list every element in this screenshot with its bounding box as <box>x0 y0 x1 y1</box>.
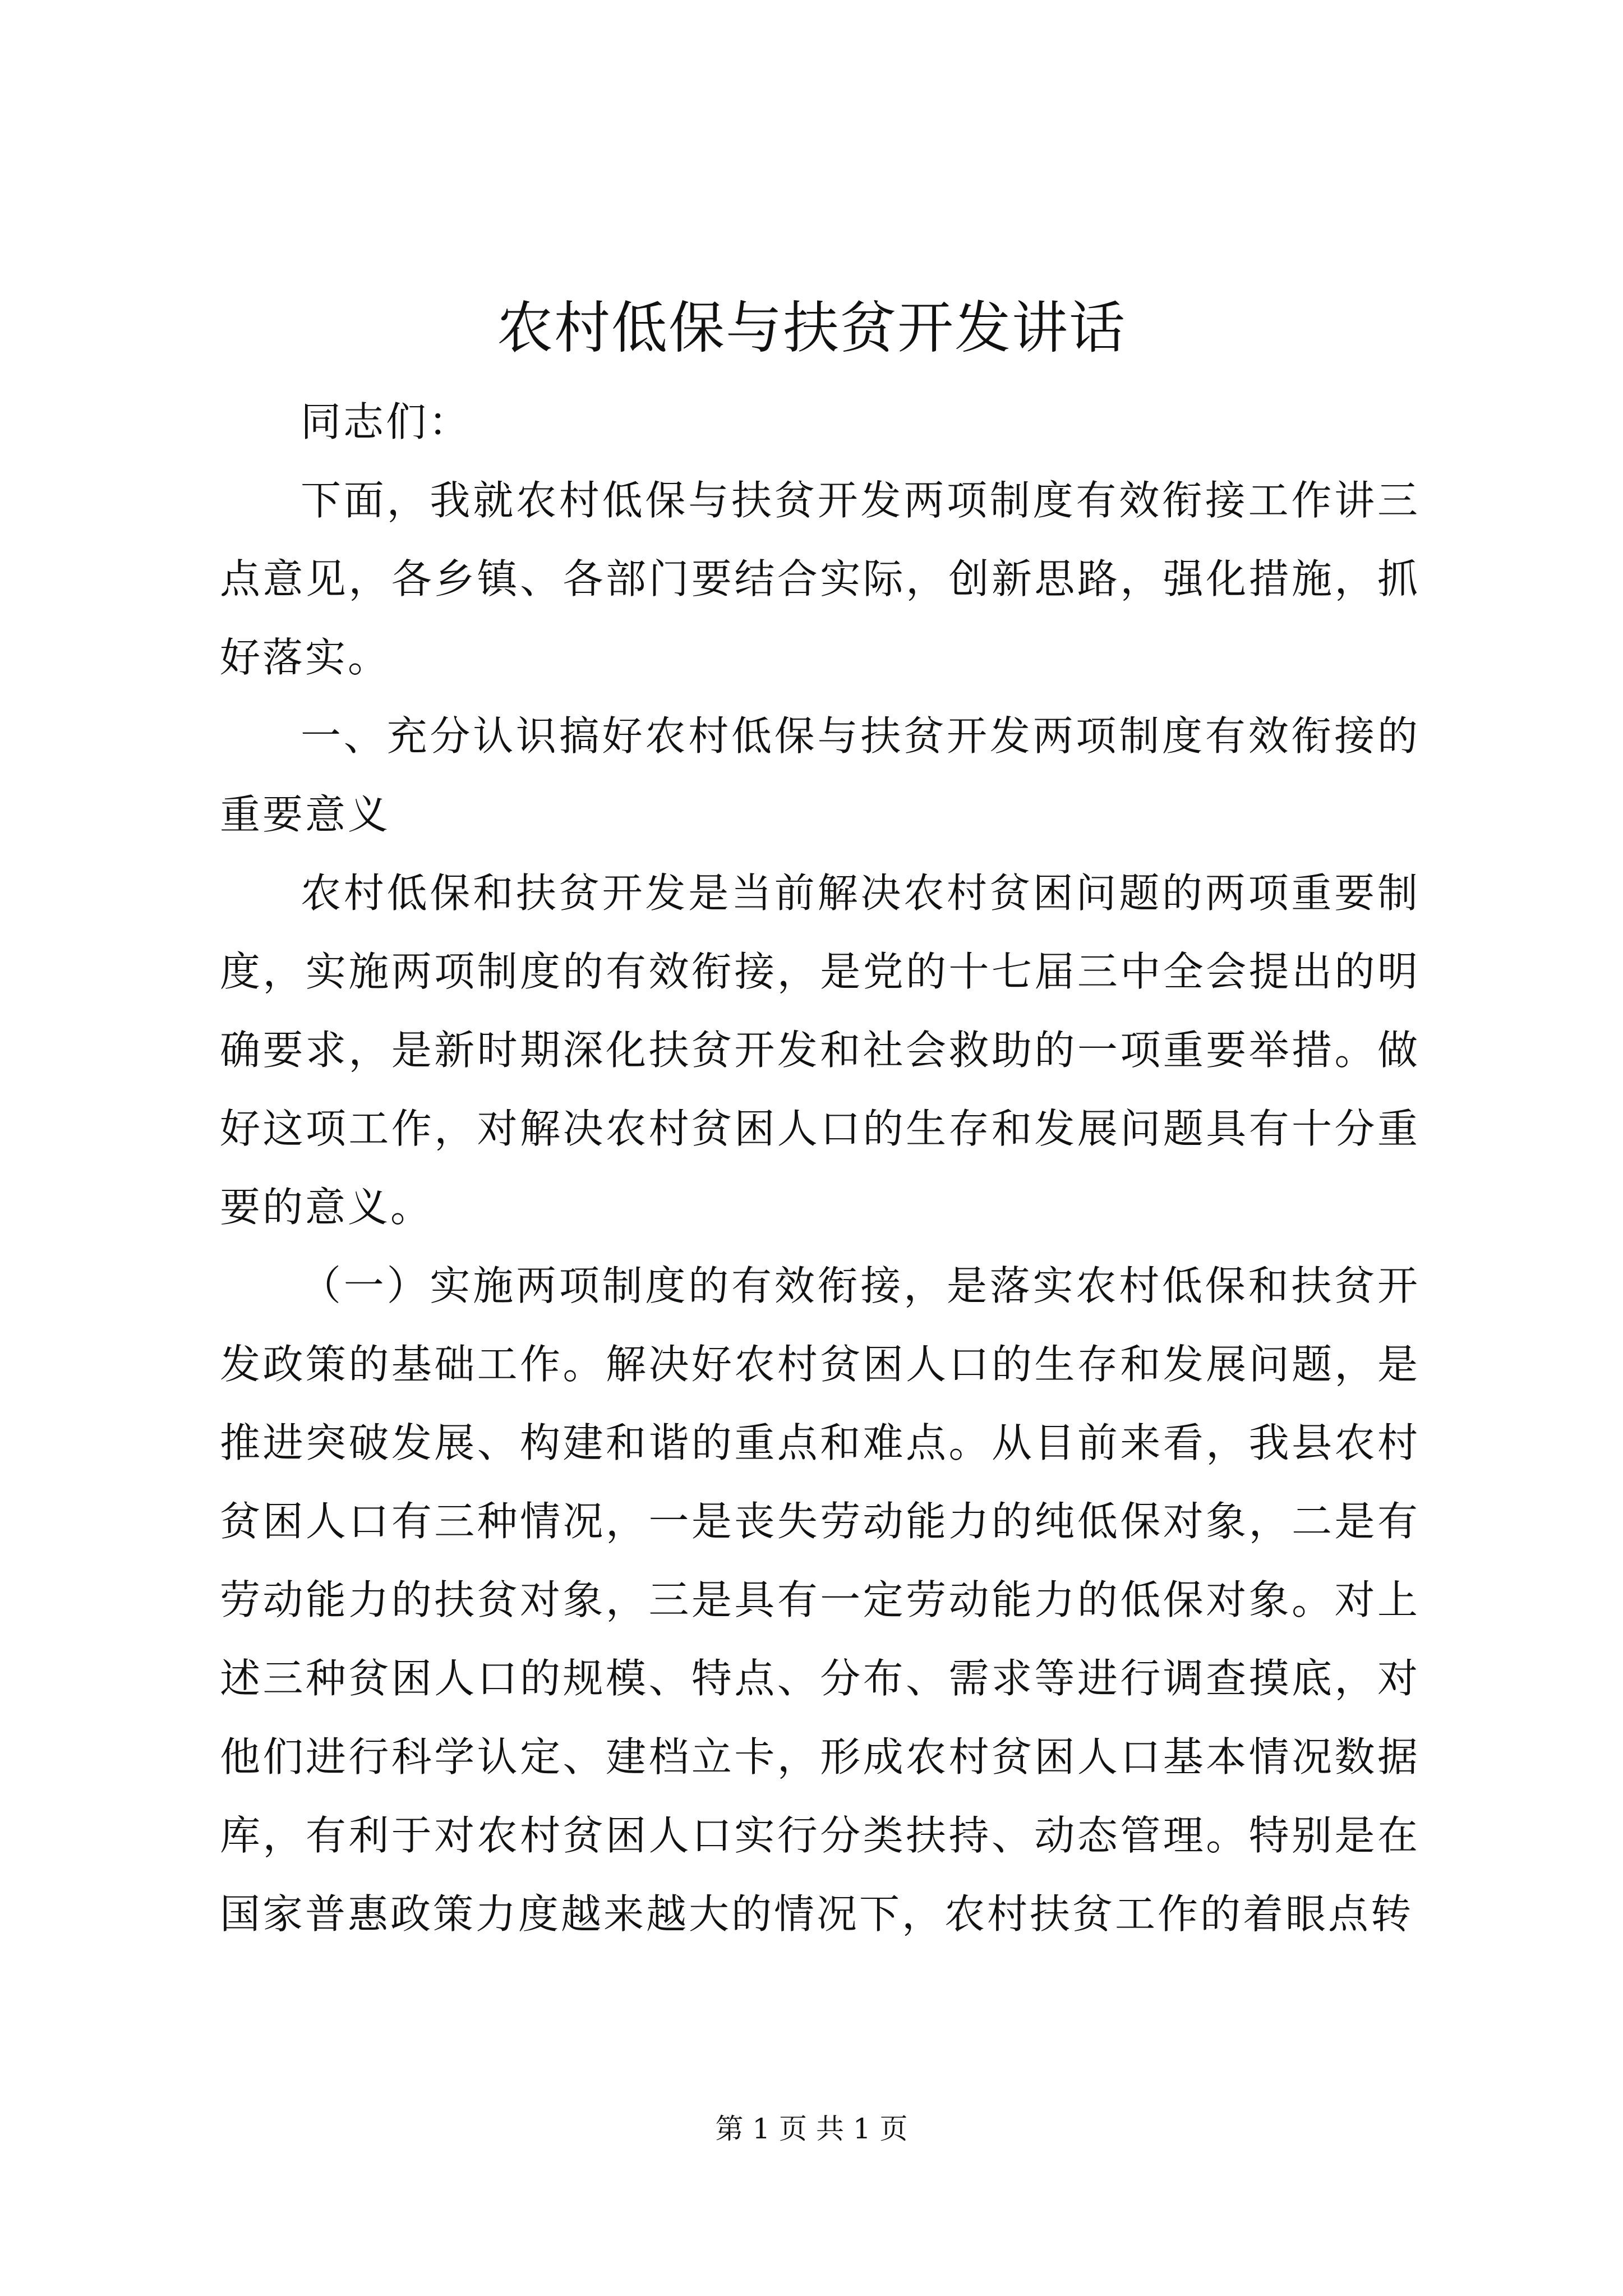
subsection-paragraph-1: （一）实施两项制度的有效衔接，是落实农村低保和扶贫开发政策的基础工作。解决好农村贫困人口的生存和发展问题，是推进突破发展、构建和谐的重点和难点。从目前来看，我县农村贫困人口有三种情况，一是丧失劳动能力的纯低保对象，二是有劳动能力的扶贫对象，三是具有一定劳动能力的低保对象。对上述三种贫困人口的规模、特点、分布、需求等进行调查摸底，对他们进行科学认定、建档立卡，形成农村贫困人口基本情况数据库，有利于对农村贫困人口实行分类扶持、动态管理。特别是在国家普惠政策力度越来越大的情况下，农村扶贫工作的着眼点转 <box>220 1262 1420 1938</box>
document-body <box>220 383 1420 1953</box>
document-title: 农村低保与扶贫开发讲话 <box>497 295 1126 361</box>
body-paragraph: 农村低保和扶贫开发是当前解决农村贫困问题的两项重要制度，实施两项制度的有效衔接，是党的十七届三中全会提出的明确要求，是新时期深化扶贫开发和社会救助的一项重要举措。做好这项工作，对解决农村贫困人口的生存和发展问题具有十分重要的意义。 <box>220 869 1420 1231</box>
section-heading-1: 一、充分认识搞好农村低保与扶贫开发两项制度有效衔接的重要意义 <box>220 712 1420 838</box>
intro-paragraph: 下面，我就农村低保与扶贫开发两项制度有效衔接工作讲三点意见，各乡镇、各部门要结合实际，创新思路，强化措施，抓好落实。 <box>220 477 1420 681</box>
page-footer: 第 1 页 共 1 页 <box>715 2113 908 2145</box>
salutation-paragraph: 同志们： <box>301 398 472 445</box>
